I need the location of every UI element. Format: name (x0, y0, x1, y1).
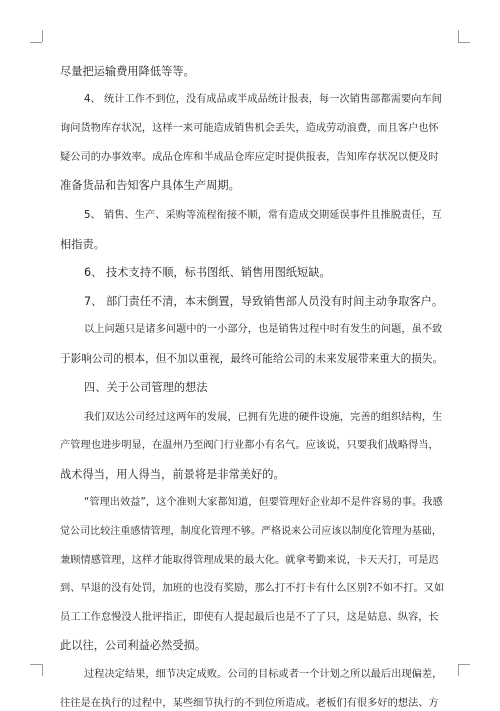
crop-mark-bottom-right-h (458, 664, 470, 665)
paragraph-line: 尽量把运输费用降低等等。 (60, 65, 195, 78)
list-item-line: 5、 销售、生产、采购等流程衔接不顺，常有造成交期延误事件且推脱责任，互 (84, 210, 442, 221)
crop-mark-top-left-h (30, 42, 42, 43)
paragraph-line: 疑公司的办事效率。成品仓库和半成品仓库应定时提供报表，告知库存状况以便及时 (60, 152, 439, 163)
crop-mark-bottom-right-v (458, 664, 459, 676)
paragraph-line: 过程决定结果，细节决定成败。公司的目标或者一个计划之所以最后出现偏差， (84, 669, 443, 680)
paragraph-line: “管理出效益”，这个准则大家都知道，但要管理好企业却不是件容易的事。我感 (84, 497, 443, 508)
paragraph-line: 到、早退的没有处罚，加班的也没有奖励，那么打不打卡有什么区别?不如不打。又如 (60, 583, 445, 594)
paragraph-line: 此以往，公司利益必然受损。 (60, 639, 207, 652)
crop-mark-bottom-left-h (30, 664, 42, 665)
section-heading: 四、关于公司管理的想法 (84, 381, 208, 394)
crop-mark-bottom-left-v (42, 664, 43, 676)
paragraph-line: 兼顾情感管理，这样才能取得管理成果的最大化。就拿考勤来说，卡天天打，可是迟 (60, 555, 439, 566)
paragraph-line: 相指责。 (60, 238, 105, 251)
paragraph-line: 准备货品和告知客户具体生产周期。 (60, 179, 240, 192)
paragraph-line: 询问货物库存状况，这样一来可能造成销售机会丢失，造成劳动浪费，而且客户也怀 (60, 123, 439, 134)
list-item-line: 7、 部门责任不清，本末倒置，导致销售部人员没有时间主动争取客户。 (84, 295, 444, 308)
list-item-line: 4、 统计工作不到位，没有成品或半成品统计报表，每一次销售部都需要向车间 (84, 94, 442, 105)
paragraph-line: 于影响公司的根本，但不加以重视，最终可能给公司的未来发展带来重大的损失。 (60, 353, 444, 365)
crop-mark-top-left-v (42, 30, 43, 42)
crop-mark-top-right-h (458, 42, 470, 43)
paragraph-line: 员工工作怠慢没人批评指正，即使有人提起最后也是不了了只，这是姑息、纵容，长 (60, 612, 439, 623)
paragraph-line: 以上问题只是诸多问题中的一小部分，也是销售过程中时有发生的问题，虽不致 (84, 324, 443, 335)
paragraph-line: 觉公司比较注重感情管理，制度化管理不够。严格说来公司应该以制度化管理为基础， (60, 526, 442, 537)
paragraph-line: 我们双达公司经过这两年的发展，已拥有先进的硬件设施，完善的组织结构，生 (84, 412, 443, 423)
crop-mark-top-right-v (458, 30, 459, 42)
paragraph-line: 战术得当，用人得当，前景将是非常美好的。 (60, 468, 285, 481)
list-item-line: 6、 技术支持不顺，标书图纸、销售用图纸短缺。 (84, 266, 331, 279)
paragraph-line: 往往是在执行的过程中，某些细节执行的不到位所造成。老板们有很多好的想法、方 (60, 698, 439, 709)
paragraph-line: 产管理也进步明显，在温州乃至阀门行业都小有名气。应该说，只要我们战略得当， (60, 440, 439, 451)
